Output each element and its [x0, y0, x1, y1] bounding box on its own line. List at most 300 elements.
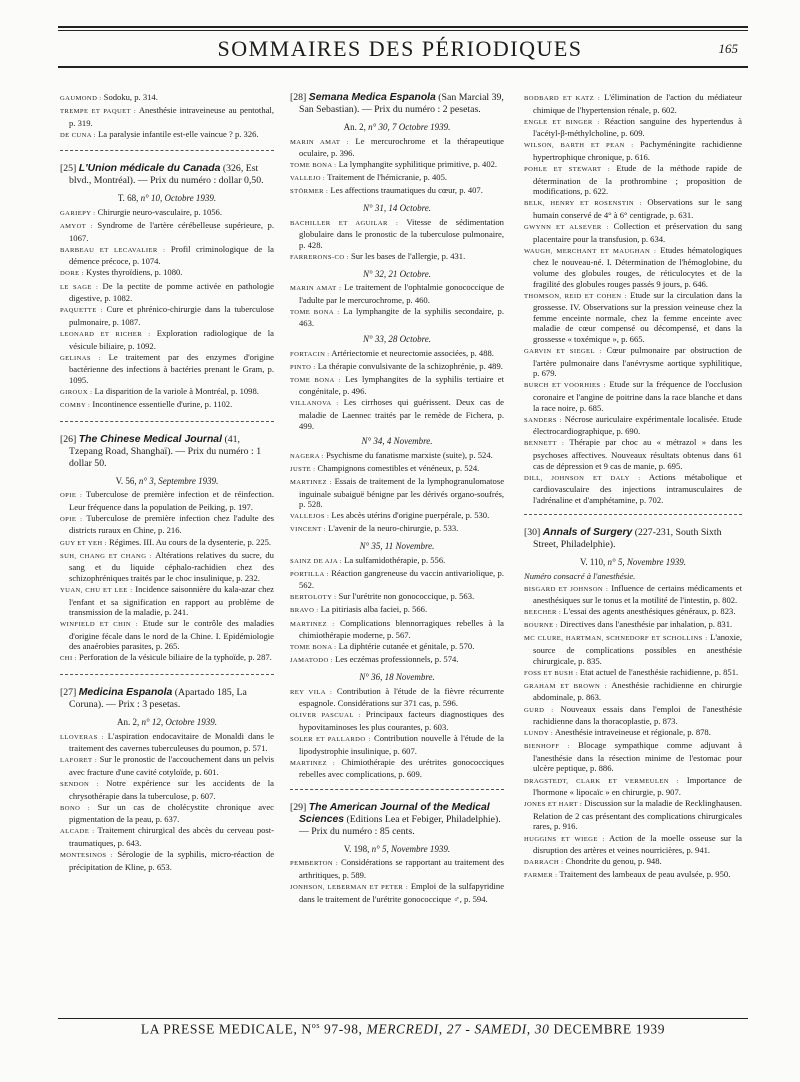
article-title: Le mercurochrome et la thérapeutique oculaire, p. 396.	[299, 135, 504, 159]
article-authors: GIROUX :	[60, 388, 93, 396]
article-authors: JAMATODO :	[290, 657, 333, 665]
footer-rule	[58, 1018, 748, 1019]
article-entry	[60, 267, 274, 280]
article-entry	[60, 754, 274, 777]
article-entry	[524, 437, 742, 471]
article-entry	[290, 604, 504, 617]
issue-date: N° 34, 4 Novembre.	[361, 436, 433, 447]
article-entry	[290, 686, 504, 709]
article-entry	[290, 591, 504, 604]
article-title: La paralysie infantile est-elle vaincue ? p. 326.	[98, 128, 259, 139]
article-entry	[524, 379, 742, 413]
article-title: Régimes. III. Au cours de la dysenterie, p. 225.	[109, 536, 272, 547]
issue-date: n° 3, Septembre 1939.	[138, 475, 219, 486]
article-entry	[290, 172, 504, 185]
article-entry	[60, 92, 274, 105]
article-entry	[290, 185, 504, 198]
article-title: Chondrite du genou, p. 948.	[565, 856, 662, 867]
journal-number: [26]	[60, 433, 77, 445]
article-title: Tuberculose de première infection chez l'adulte des districts ruraux en Chine, p. 216.	[69, 512, 274, 536]
journal-name: L'Union médicale du Canada	[78, 163, 221, 175]
journal-details: (41, Tzepang Road, Shanghaï). — Prix du numéro : 1 dollar 50.	[69, 433, 262, 469]
article-entry	[524, 775, 742, 798]
article-authors: GRAHAM ET BROWN :	[524, 682, 607, 690]
article-entry	[60, 489, 274, 512]
issue-heading	[60, 193, 274, 204]
footer-line	[58, 1021, 748, 1038]
article-authors: PEMBERTON :	[290, 860, 339, 868]
article-entry	[290, 159, 504, 172]
section-separator	[60, 421, 274, 422]
article-authors: PORTILLA :	[290, 570, 329, 578]
article-entry	[60, 849, 274, 872]
issue-volume: V. 110,	[579, 557, 606, 568]
article-authors: GWYNN ET ALSEVER :	[524, 224, 609, 232]
article-entry	[60, 618, 274, 652]
article-title: L'avenir de la neuro-chirurgie, p. 533.	[328, 523, 459, 534]
article-entry	[290, 618, 504, 641]
article-title: Principaux facteurs diagnostiques des hypovitaminoses les plus courantes, p. 603.	[299, 709, 504, 732]
article-title: Collection et préservation du sang placentaire pour la transfusion, p. 634.	[533, 221, 742, 244]
article-entry	[60, 304, 274, 327]
article-entry	[524, 667, 742, 680]
journal-number: [28]	[290, 92, 307, 103]
article-authors: LE SAGE :	[60, 283, 99, 291]
journal-name: Medicina Espanola	[78, 687, 173, 699]
journal-heading	[60, 434, 274, 470]
article-authors: PAQUETTE :	[60, 307, 103, 315]
article-title: Etude sur le contrôle des maladies d'origine fécale dans le nord de la Chine. I. Epidémiologie des anaérobies parasites, p. 265.	[69, 618, 274, 652]
issue-volume: An. 2,	[343, 122, 366, 132]
article-title: La lymphangite de la syphilis secondaire, p. 463.	[299, 305, 504, 329]
section-separator	[60, 674, 274, 675]
journal-details: (227-231, South Sixth Street, Philadelphie).	[533, 527, 722, 551]
article-authors: GARIEPY :	[60, 209, 96, 217]
article-title: Contribution à l'étude de la fièvre récurrente espagnole. Considérations sur 371 cas, p. 596.	[299, 685, 504, 709]
article-entry	[524, 290, 742, 345]
article-authors: VALLEJOS :	[290, 513, 330, 521]
article-title: Kystes thyroïdiens, p. 1080.	[86, 267, 183, 278]
article-authors: VINCENT :	[290, 526, 326, 534]
article-title: Tuberculose de première infection et de réinfection. Leur fréquence dans la population de Peiking, p. 197.	[69, 489, 274, 512]
article-authors: FORTACIN :	[290, 350, 330, 358]
article-authors: NAGERA :	[290, 452, 324, 460]
article-authors: DRAGSTEDT, CLARK ET VERMEULEN :	[524, 777, 679, 785]
article-entry	[290, 510, 504, 523]
article-entry	[60, 731, 274, 754]
article-authors: BIENHOFF :	[524, 743, 570, 751]
section-separator	[60, 150, 274, 151]
article-authors: BOURNE :	[524, 622, 558, 630]
page-number: 165	[718, 41, 738, 56]
article-entry	[290, 757, 504, 780]
article-authors: SAINZ DE AJA :	[290, 557, 342, 565]
footer-date: MERCREDI, 27 - SAMEDI, 30	[366, 1021, 550, 1037]
article-title: Altérations relatives du sucre, du sang et du liquide céphalo-rachidien chez des schizophréniques traités par le choc insulinique, p. 232.	[69, 549, 274, 583]
article-authors: BACHILLER ET AGUILAR :	[290, 219, 399, 227]
article-authors: THOMSON, REID ET COHEN :	[524, 292, 627, 300]
article-authors: OPIE :	[60, 515, 83, 523]
article-entry	[60, 399, 274, 412]
article-entry	[290, 463, 504, 476]
article-authors: BONO :	[60, 804, 91, 812]
column-middle	[290, 92, 504, 905]
article-title: Nécrose auriculaire expérimentale localisée. Etude électrocardiographique, p. 690.	[533, 413, 742, 437]
article-authors: LAFORET :	[60, 757, 98, 765]
article-entry	[524, 221, 742, 244]
issue-date: N° 32, 21 Octobre.	[362, 268, 431, 279]
article-title: Chirurgie neuro-vasculaire, p. 1056.	[97, 206, 222, 217]
article-authors: POHLE ET STEWART :	[524, 166, 610, 174]
article-entry	[524, 619, 742, 632]
article-entry	[524, 704, 742, 727]
article-entry	[60, 386, 274, 399]
article-entry	[290, 217, 504, 251]
article-authors: COMBY :	[60, 401, 91, 409]
article-title: Champignons comestibles et vénéneux, p. 524.	[317, 462, 480, 473]
article-title: Notre expérience sur les accidents de la chrysothérapie dans la tuberculose, p. 607.	[69, 778, 274, 801]
issue-date: N° 33, 28 Octobre.	[362, 334, 431, 344]
issue-volume: T. 68,	[117, 193, 139, 204]
article-entry	[524, 345, 742, 379]
article-title: Etude de la méthode rapide de détermination de la prothrombine ; proposition de modifications, p. 622.	[533, 163, 743, 197]
article-title: L'essai des agents anesthésiques généraux, p. 823.	[563, 606, 736, 617]
article-title: Vitesse de sédimentation globulaire dans le pronostic de la tuberculose pulmonaire, p. 428.	[299, 216, 504, 250]
issue-heading	[60, 476, 274, 487]
article-title: De la pectite de pomme activée en pathologie digestive, p. 1082.	[69, 280, 274, 304]
article-authors: DORE :	[60, 270, 84, 278]
article-authors: REY VILA :	[290, 688, 333, 696]
article-title: Profil criminologique de la démence précoce, p. 1074.	[69, 243, 275, 267]
article-title: La sulfamidothérapie, p. 556.	[344, 554, 446, 565]
journal-details: (Apartado 185, La Coruna). — Prix : 3 pesetas.	[69, 687, 247, 711]
article-title: Cure et phrénico-chirurgie dans la tuberculose pulmonaire, p. 1087.	[69, 304, 274, 327]
article-entry	[290, 251, 504, 264]
article-entry	[60, 105, 274, 128]
article-authors: JONES ET HART :	[524, 801, 583, 809]
article-entry	[524, 139, 742, 162]
article-title: Discussion sur la maladie de Recklinghausen. Relation de 2 cas présentant des complications chirurgicales rares, p. 916.	[533, 798, 742, 832]
article-entry	[60, 352, 274, 386]
article-entry	[290, 450, 504, 463]
article-entry	[290, 136, 504, 159]
article-title: Sur l'urétrite non gonococcique, p. 563.	[338, 591, 475, 602]
article-authors: OLIVER PASCUAL :	[290, 712, 361, 720]
article-authors: DE CUNA :	[60, 131, 96, 139]
article-entry	[524, 414, 742, 437]
article-entry	[524, 606, 742, 619]
article-entry	[524, 116, 742, 139]
article-authors: LLOVERAS :	[60, 733, 104, 741]
article-title: Importance de l'hormone « lipocaïc » en chirurgie, p. 907.	[533, 774, 742, 798]
article-entry	[524, 727, 742, 740]
article-title: Actions métabolique et cardiovasculaire des injections intramusculaires de l'adrénaline et d'amphétamine, p. 702.	[533, 471, 742, 505]
article-entry	[524, 869, 742, 882]
journal-number: [27]	[60, 687, 77, 699]
article-title: La diphtérie cutanée et génitale, p. 570.	[338, 641, 475, 652]
article-authors: STÖRMER :	[290, 188, 329, 196]
article-entry	[290, 881, 504, 904]
article-entry	[60, 207, 274, 220]
article-entry	[60, 281, 274, 304]
issue-date: n° 12, Octobre 1939.	[141, 717, 217, 728]
article-authors: YUAN, CHU ET LEE :	[60, 586, 133, 594]
article-title: L'anoxie, source de complications possibles en anesthésie chirurgicale, p. 835.	[533, 632, 742, 666]
article-title: Les abcès utérins d'origine puerpérale, p. 530.	[331, 510, 490, 521]
article-title: Nouveaux essais dans l'emploi de l'anesthésie rachidienne dans la thoracoplastie, p. 873.	[533, 703, 742, 727]
article-entry	[524, 856, 742, 869]
article-authors: PINTO :	[290, 363, 316, 371]
article-entry	[524, 740, 742, 774]
article-title: Sur le pronostic de l'accouchement dans un pelvis avec fracture d'une cavité cotyloïde, p. 601.	[69, 754, 274, 777]
article-entry	[290, 523, 504, 536]
article-title: Complications blennorragiques rebelles à la chimiothérapie moderne, p. 567.	[299, 617, 504, 641]
article-authors: WINFIELD ET CHIN :	[60, 621, 138, 629]
article-title: Artériectomie et neurectomie associées, p. 488.	[331, 347, 494, 358]
issue-date: n° 5, Novembre 1939.	[371, 843, 451, 854]
article-title: L'aspiration endocavitaire de Monaldi dans le traitement des cavernes tuberculeuses du poumon, p. 571.	[69, 730, 274, 754]
article-title: Etat actuel de l'anesthésie rachidienne, p. 851.	[579, 666, 739, 677]
article-title: Réaction sanguine des hypertendus à l'acétyl-β-méthylcholine, p. 609.	[533, 115, 742, 139]
article-title: Les cirrhoses qui guérissent. Deux cas de maladie de Laennec traités par le remède de Fichera, p. 499.	[299, 397, 504, 431]
article-entry	[60, 652, 274, 665]
article-entry	[290, 361, 504, 374]
article-authors: GUY ET YEH :	[60, 539, 107, 547]
article-title: Anesthésie intraveineuse au pentothal, p. 319.	[69, 105, 274, 128]
article-title: Anesthésie intraveineuse et régionale, p. 878.	[554, 727, 711, 738]
article-entry	[524, 798, 742, 832]
article-authors: SUH, CHANG ET CHANG :	[60, 552, 153, 560]
issue-volume: An. 2,	[116, 717, 140, 728]
article-entry	[60, 220, 274, 243]
article-title: Le traitement de l'ophtalmie gonococcique de l'adulte par le mercurochrome, p. 460.	[299, 282, 505, 305]
article-title: Action de la moelle osseuse sur la disruption des artères et veines nourricières, p. 941.	[533, 832, 742, 856]
article-authors: GAUMOND :	[60, 95, 102, 102]
article-title: Sur un cas de cholécystite chronique avec pigmentation de la peau, p. 637.	[69, 801, 274, 825]
article-authors: BRAVO :	[290, 607, 319, 615]
article-entry	[60, 129, 274, 142]
article-title: Contribution nouvelle à l'étude de la lipodystrophie insulinique, p. 607.	[299, 732, 504, 756]
article-title: Syndrome de l'artère cérébelleuse supérieure, p. 1067.	[69, 220, 274, 243]
article-authors: BERTOLOTY :	[290, 594, 337, 602]
article-title: La pitiriasis alba faciei, p. 566.	[320, 604, 428, 615]
article-authors: MARIN AMAT :	[290, 138, 349, 146]
journal-number: [25]	[60, 163, 77, 175]
article-title: Incidence saisonnière du kala-azar chez l'enfant et sa signification en rapport au problème de transmission de la maladie, p. 241.	[69, 583, 275, 618]
article-authors: BURCH ET VOORHIES :	[524, 382, 606, 390]
article-title: Sérologie de la syphilis, micro-réaction de précipitation de Kline, p. 653.	[69, 849, 275, 872]
journal-details: (Editions Lea et Febiger, Philadelphie). — Prix du numéro : 85 cents.	[299, 813, 501, 837]
journal-name: The Chinese Medical Journal	[78, 433, 222, 445]
article-authors: WILSON, BARTH ET PEAN :	[524, 142, 634, 150]
article-title: Réaction gangreneuse du vaccin antivariolique, p. 562.	[299, 567, 504, 591]
article-entry	[524, 583, 742, 606]
article-entry	[524, 680, 742, 703]
issue-heading	[524, 557, 742, 568]
article-title: Sodoku, p. 314.	[103, 92, 158, 102]
article-entry	[290, 857, 504, 880]
article-entry	[524, 472, 742, 506]
article-authors: BELK, HENRY ET ROSENSTIN :	[524, 200, 642, 208]
top-double-rule-inner	[58, 30, 748, 31]
article-entry	[60, 778, 274, 801]
article-authors: TOME BONA :	[290, 308, 340, 316]
article-title: Cœur pulmonaire par obstruction de l'artère pulmonaire dans l'anévrysme aortique syphilitique, p. 679.	[533, 345, 742, 379]
article-authors: OPIE :	[60, 492, 83, 500]
article-entry	[524, 833, 742, 856]
article-title: Essais de traitement de la lymphogranulomatose inguinale subaiguë bénigne par les dérivés organo-soufrés, p. 528.	[299, 476, 505, 510]
article-entry	[60, 550, 274, 584]
article-entry	[290, 568, 504, 591]
article-title: Les lymphangites de la syphilis tertiaire et congénitale, p. 496.	[299, 373, 504, 397]
article-authors: GARVIN ET SIEGEL :	[524, 348, 602, 356]
section-separator	[290, 789, 504, 790]
issue-volume: V. 198,	[343, 843, 370, 854]
article-authors: MARTINEZ :	[290, 620, 335, 628]
article-title: Etude sur la circulation dans la grossesse. IV. Observations sur la pression veineuse chez la femme enceinte normale, chez la femme enceinte avec maladie de cœur compensé ou décompensé, et dans la grossesse « toxémique », p. 665.	[533, 289, 742, 344]
journal-number: [30]	[524, 527, 541, 539]
article-entry	[290, 476, 504, 510]
article-entry	[524, 197, 742, 220]
article-entry	[290, 374, 504, 397]
article-title: Psychisme du fanatisme marxiste (suite), p. 524.	[325, 449, 493, 460]
article-entry	[524, 632, 742, 666]
article-entry	[290, 555, 504, 568]
article-title: La disparition de la variole à Montréal, p. 1098.	[94, 385, 259, 396]
footer-issue-numbers: 97-98,	[320, 1021, 367, 1037]
article-authors: VALLEJO :	[290, 175, 326, 183]
article-authors: MARTINEZ :	[290, 479, 332, 487]
article-entry	[60, 825, 274, 848]
article-title: Incontinence essentielle d'urine, p. 1102.	[92, 398, 233, 409]
article-authors: VILLANOVA :	[290, 400, 339, 408]
footer-journal: LA PRESSE MEDICALE, N	[140, 1021, 312, 1037]
article-title: Les affections traumatiques du cœur, p. 407.	[330, 185, 483, 196]
article-entry	[60, 802, 274, 825]
article-title: Traitement chirurgical des abcès du cerveau post-traumatiques, p. 643.	[69, 825, 275, 848]
article-title: La lymphangite syphilitique primitive, p. 402.	[338, 159, 498, 170]
article-authors: WAUGH, MERCHANT ET MAUGHAN :	[524, 247, 657, 255]
article-title: Le traitement par des enzymes d'origine bactérienne des infections à bactéries prenant le Gram, p. 1095.	[69, 351, 274, 385]
article-title: Blocage sympathique comme adjuvant à l'anesthésie dans la résection minime de l'estomac pour ulcère peptique, p. 886.	[533, 740, 742, 774]
article-authors: JONHSON, LEBERMAN ET PETER :	[290, 884, 409, 892]
journal-heading	[290, 802, 504, 838]
issue-heading	[290, 334, 504, 345]
article-title: Emploi de la sulfapyridine dans le traitement de l'urétrite gonococcique ♂, p. 594.	[299, 881, 505, 904]
article-authors: SENDON :	[60, 781, 99, 789]
issue-date: N° 35, 11 Novembre.	[359, 541, 435, 551]
journal-number: [29]	[290, 801, 307, 813]
journal-heading	[524, 527, 742, 551]
article-title: Observations sur le sang humain conservé de 4° à 6° centigrade, p. 631.	[533, 197, 742, 220]
article-entry	[60, 328, 274, 351]
issue-heading	[290, 844, 504, 855]
article-entry	[60, 244, 274, 267]
issue-date: N° 31, 14 Octobre.	[362, 203, 431, 214]
issue-date: n° 30, 7 Octobre 1939.	[368, 122, 451, 132]
article-entry	[60, 513, 274, 536]
article-authors: MONTESINOS :	[60, 852, 113, 860]
article-authors: SANDERS :	[524, 416, 562, 424]
article-entry	[524, 92, 742, 115]
column-left	[60, 92, 274, 873]
article-authors: GURD :	[524, 706, 554, 714]
section-separator	[524, 514, 742, 515]
article-entry	[290, 641, 504, 654]
article-authors: TOME BONA :	[290, 162, 337, 170]
article-title: Thérapie par choc au « métrazol » dans les psychoses affectives. Nouveaux résultats obtenus dans 61 cas de dépression et 9 cas de manie, p. 695.	[533, 437, 743, 471]
issue-heading	[290, 269, 504, 280]
article-authors: JUSTE :	[290, 465, 316, 473]
article-entry	[290, 306, 504, 329]
article-entry	[290, 282, 504, 305]
article-title: La thérapie convulsivante de la schizophrénie, p. 489.	[317, 360, 503, 371]
article-authors: BODBARD ET KATZ :	[524, 95, 601, 102]
article-authors: ALCADE :	[60, 828, 95, 836]
article-authors: TREMPE ET PAQUET :	[60, 108, 137, 116]
issue-volume: V. 56,	[115, 475, 137, 486]
article-title: Chimiothérapie des urétrites gonococciques rebelles avec complications, p. 609.	[299, 756, 504, 780]
article-title: Directives dans l'anesthésie par inhalation, p. 831.	[559, 619, 733, 630]
article-authors: DARRACH :	[524, 859, 564, 867]
article-authors: TOME BONA :	[290, 376, 341, 384]
issue-heading	[60, 717, 274, 728]
column-right	[524, 92, 742, 882]
article-authors: MC CLURE, HARTMAN, SCHNEDORF ET SCHOLLINS :	[524, 635, 708, 643]
journal-name: Semana Medica Espanola	[308, 92, 436, 103]
article-entry	[290, 348, 504, 361]
article-title: Pachyméningite rachidienne hypertrophique chronique, p. 616.	[533, 139, 742, 162]
issue-note: Numéro consacré à l'anesthésie.	[524, 570, 636, 581]
issue-heading	[290, 122, 504, 133]
article-authors: MARIN AMAT :	[290, 285, 342, 293]
article-authors: FARMER :	[524, 872, 558, 880]
article-entry	[290, 654, 504, 667]
article-authors: BEECHER :	[524, 609, 562, 617]
article-authors: ENGLE ET BINGER :	[524, 118, 600, 126]
footer-numero-abbrev: os	[311, 1021, 321, 1030]
article-authors: LEONARD ET RICHER :	[60, 330, 151, 338]
article-title: Influence de certains médicaments et anesthésiques sur le tonus et la motilité de l'intestin, p. 802.	[533, 582, 743, 606]
journal-name: Annals of Surgery	[542, 527, 633, 539]
journal-heading	[290, 92, 504, 116]
page-title: SOMMAIRES DES PÉRIODIQUES	[217, 36, 583, 61]
article-title: Anesthésie rachidienne en chirurgie abdominale, p. 863.	[533, 679, 742, 703]
article-authors: BARBEAU ET LECAVALIER :	[60, 246, 166, 254]
article-authors: AMYOT :	[60, 223, 93, 231]
article-entry	[290, 733, 504, 756]
top-double-rule	[58, 26, 748, 28]
article-title: Exploration radiologique de la vésicule biliaire, p. 1092.	[69, 327, 274, 351]
journal-heading	[60, 163, 274, 187]
issue-heading	[290, 203, 504, 214]
article-authors: BISGARD ET JOHNSON :	[524, 585, 609, 593]
article-title: Perforation de la vésicule biliaire de la typhoïde, p. 287.	[79, 652, 272, 663]
article-title: Etudes hématologiques chez le nouveau-né. I. Détermination de l'hémoglobine, du volume des globules rouges, de réticulocytes et de la fragilité des globules rouges passés 9 jours, p. 646.	[533, 244, 742, 289]
article-title: Etude sur la fréquence de l'occlusion coronaire et l'angine de poitrine dans la race blanche et dans la race noire, p. 685.	[533, 379, 742, 413]
article-entry	[524, 245, 742, 289]
article-title: Traitement de l'hémicranie, p. 405.	[327, 172, 448, 183]
article-authors: TOME BONA :	[290, 644, 337, 652]
article-title: Les eczémas professionnels, p. 574.	[335, 654, 459, 665]
article-title: Sur les bases de l'allergie, p. 431.	[350, 250, 466, 261]
issue-date: N° 36, 18 Novembre.	[359, 671, 435, 682]
journal-name: The American Journal of the Medical Sciences	[299, 801, 490, 825]
article-entry	[60, 537, 274, 550]
article-authors: LUNDY :	[524, 730, 554, 738]
article-authors: BENNETT :	[524, 440, 565, 448]
article-title: Traitement des lambeaux de peau avulsée, p. 950.	[559, 869, 731, 880]
